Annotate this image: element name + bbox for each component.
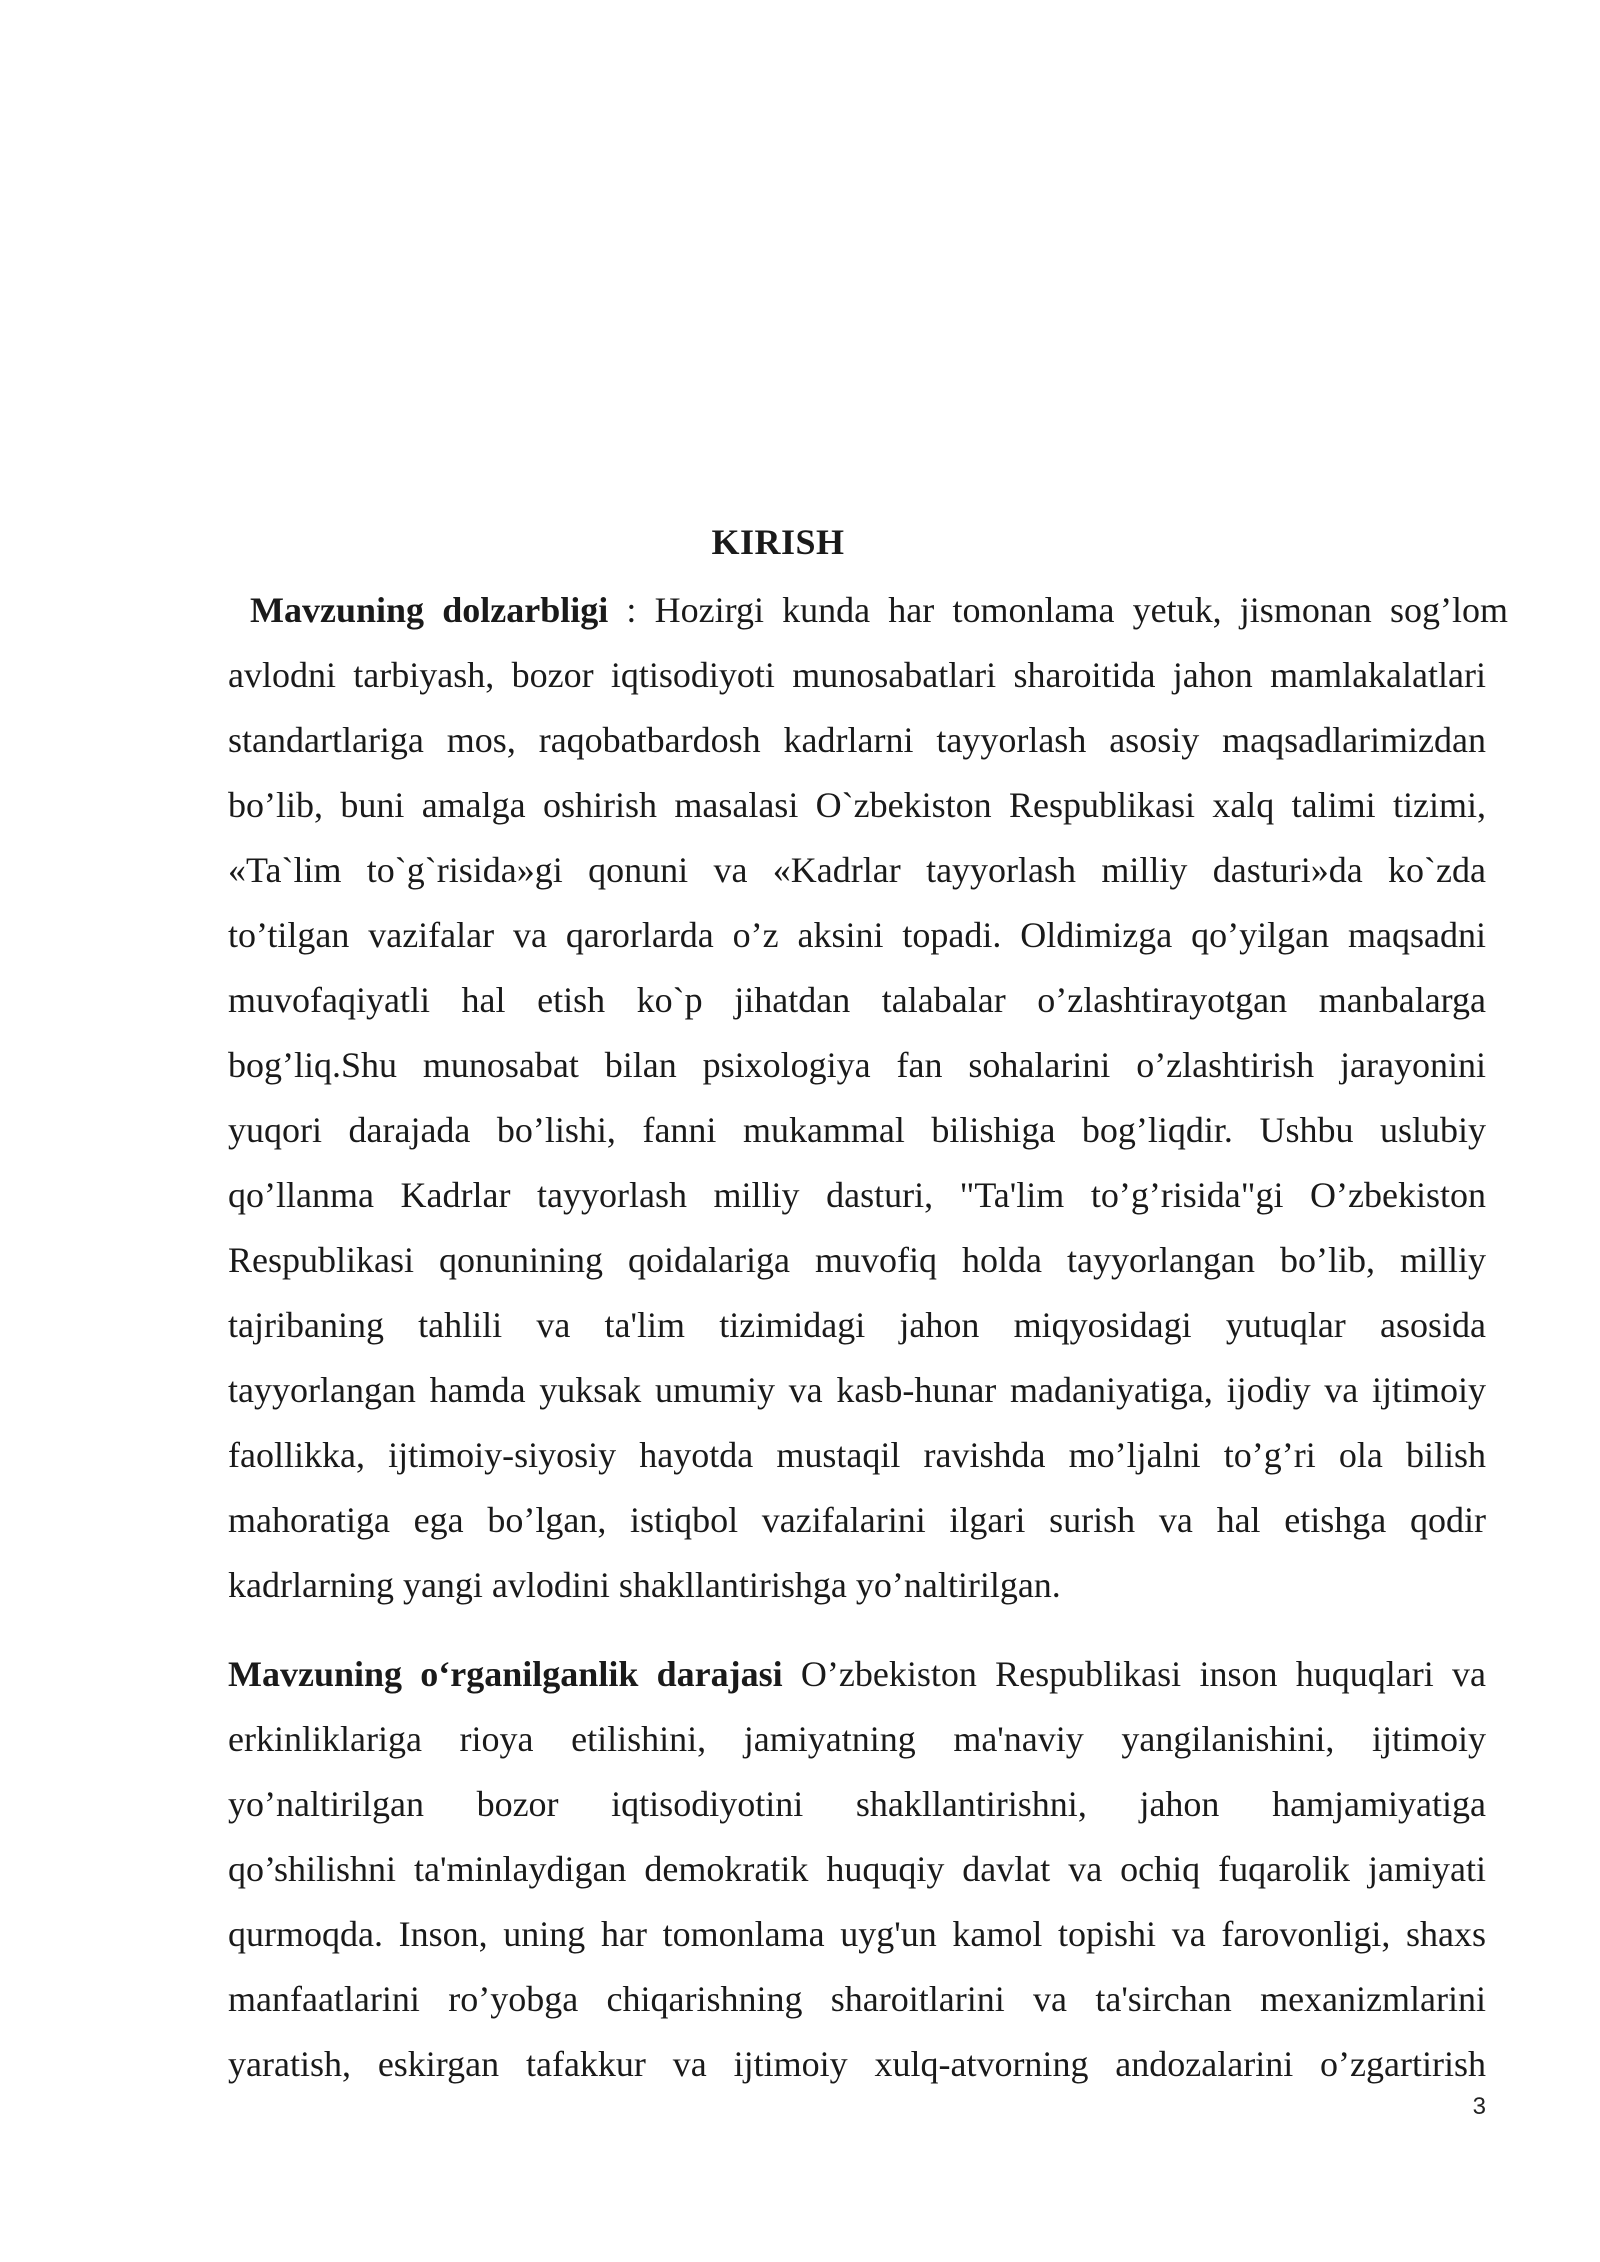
paragraph-relevance: [228, 578, 1508, 1618]
page-number: 3: [1472, 2093, 1486, 2120]
paragraph-line: avlodni tarbiyash, bozor iqtisodiyoti munosabatlari sharoitida jahon mamlakalatlari: [228, 655, 1486, 695]
page-title: KIRISH: [711, 522, 845, 562]
paragraph-line: yo’naltirilgan bozor iqtisodiyotini shakllantirishni, jahon hamjamiyatiga: [228, 1784, 1486, 1824]
paragraph-line: [228, 1642, 1486, 1707]
paragraph-line: to’tilgan vazifalar va qarorlarda o’z aksini topadi. Oldimizga qo’yilgan maqsadni: [228, 915, 1486, 955]
paragraph-text: : Hozirgi kunda har tomonlama yetuk, jismonan sog’lom: [608, 590, 1508, 630]
paragraph-line: bog’liq.Shu munosabat bilan psixologiya fan sohalarini o’zlashtirish jarayonini: [228, 1045, 1486, 1085]
paragraph-line: standartlariga mos, raqobatbardosh kadrlarni tayyorlash asosiy maqsadlarimizdan: [228, 720, 1486, 760]
paragraph-line: mahoratiga ega bo’lgan, istiqbol vazifalarini ilgari surish va hal etishga qodir: [228, 1500, 1486, 1540]
paragraph-line: Respublikasi qonunining qoidalariga muvofiq holda tayyorlangan bo’lib, milliy: [228, 1240, 1486, 1280]
paragraph-line: manfaatlarini ro’yobga chiqarishning sharoitlarini va ta'sirchan mexanizmlarini: [228, 1979, 1486, 2019]
paragraph-line: muvofaqiyatli hal etish ko`p jihatdan talabalar o’zlashtirayotgan manbalarga: [228, 980, 1486, 1020]
paragraph-line: tayyorlangan hamda yuksak umumiy va kasb-hunar madaniyatiga, ijodiy va ijtimoiy: [228, 1370, 1486, 1410]
paragraph-study-level: [228, 1642, 1486, 2097]
paragraph-lead-heading: Mavzuning dolzarbligi: [250, 590, 609, 630]
paragraph-line: «Ta`lim to`g`risida»gi qonuni va «Kadrlar tayyorlash milliy dasturi»da ko`zda: [228, 850, 1486, 890]
paragraph-line: yuqori darajada bo’lishi, fanni mukammal bilishiga bog’liqdir. Ushbu uslubiy: [228, 1110, 1486, 1150]
paragraph-lead-heading: Mavzuning o‘rganilganlik darajasi: [228, 1654, 783, 1694]
paragraph-line: faollikka, ijtimoiy-siyosiy hayotda mustaqil ravishda mo’ljalni to’g’ri ola bilish: [228, 1435, 1486, 1475]
paragraph-line: bo’lib, buni amalga oshirish masalasi O`zbekiston Respublikasi xalq talimi tizimi,: [228, 785, 1486, 825]
paragraph-line: tajribaning tahlili va ta'lim tizimidagi jahon miqyosidagi yutuqlar asosida: [228, 1305, 1486, 1345]
paragraph-line: [228, 578, 1508, 643]
paragraph-line: kadrlarning yangi avlodini shakllantirishga yo’naltirilgan.: [228, 1565, 1061, 1605]
document-page: [228, 0, 1508, 2262]
paragraph-text: O’zbekiston Respublikasi inson huquqlari va: [782, 1654, 1486, 1694]
paragraph-line: yaratish, eskirgan tafakkur va ijtimoiy xulq-atvorning andozalarini o’zgartirish: [228, 2044, 1486, 2084]
paragraph-line: erkinliklariga rioya etilishini, jamiyatning ma'naviy yangilanishini, ijtimoiy: [228, 1719, 1486, 1759]
paragraph-line: qo’llanma Kadrlar tayyorlash milliy dasturi, "Ta'lim to’g’risida"gi O’zbekiston: [228, 1175, 1486, 1215]
paragraph-line: qurmoqda. Inson, uning har tomonlama uyg'un kamol topishi va farovonligi, shaxs: [228, 1914, 1486, 1954]
paragraph-line: qo’shilishni ta'minlaydigan demokratik huquqiy davlat va ochiq fuqarolik jamiyati: [228, 1849, 1486, 1889]
